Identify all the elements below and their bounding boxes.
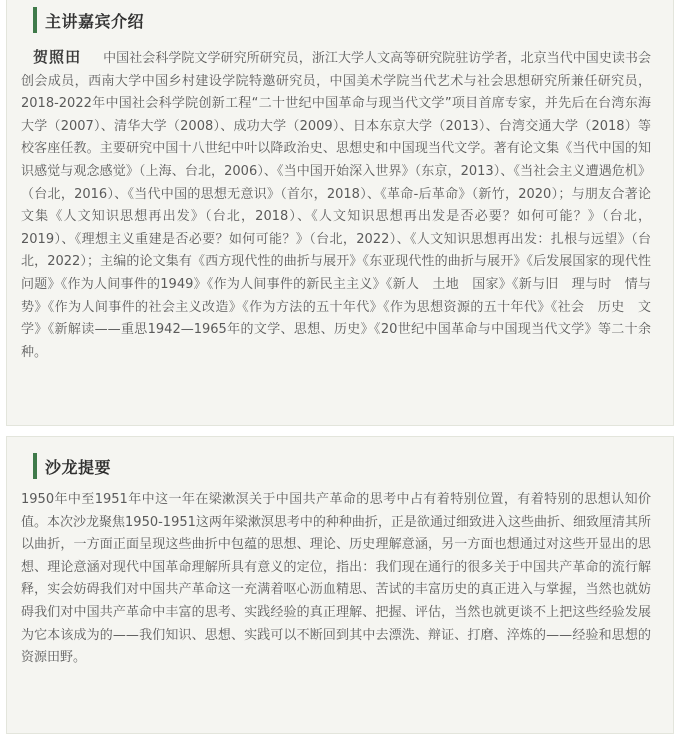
speaker-name: 贺照田 xyxy=(33,48,82,66)
salon-summary-text: 1950年中至1951年中这一年在梁漱溟关于中国共产革命的思考中占有着特别位置，有着特别的思想认知价值。本次沙龙聚焦1950-1951这两年梁漱溟思考中的种种曲折，正是欲通过细致进入这些曲折、细致厘清其所以曲折，一方面正面呈现这些曲折中包蕴的思想、理论、历史理解意涵，另一方面也想通过对这些开显出的思想、理论意涵对现代中国革命理解所具有意义的定位，指出：我们现在通行的很多关于中国共产革命的流行解释，实会妨碍我们对中国共产革命这一充满着呕心沥血精思、苦试的丰富历史的真正进入与掌握，当然也就妨碍我们对中国共产革命中丰富的思考、实践经验的真正理解、把握、评估，当然也就更谈不上把这些经验发展为它本该成为的——我们知识、思想、实践可以不断回到其中去漂洗、辩证、打磨、淬炼的——经验和思想的资源田野。 xyxy=(21,492,651,666)
accent-bar xyxy=(33,7,37,33)
salon-summary-heading xyxy=(33,452,111,480)
salon-summary-title: 沙龙提要 xyxy=(45,457,112,477)
accent-bar xyxy=(33,453,37,479)
speaker-intro-card xyxy=(6,0,674,426)
salon-summary-card xyxy=(6,436,674,734)
speaker-intro-heading xyxy=(33,6,144,34)
speaker-bio: 中国社会科学院文学研究所研究员，浙江大学人文高等研究院驻访学者，北京当代中国史读书会创会成员，西南大学中国乡村建设学院特邀研究员，中国美术学院当代艺术与社会思想研究所兼任研究员，2018-2022年中国社会科学院创新工程“二十世纪中国革命与现当代文学”项目首席专家，并先后在台湾东海大学（2007）、清华大学（2008）、成功大学（2009）、日本东京大学（2013）、台湾交通大学（2018）等校客座任教。主要研究中国十八世纪中叶以降政治史、思想史和中国现当代文学。著有论文集《当代中国的知识感觉与观念感觉》（上海、台北，2006）、《当中国开始深入世界》（东京，2013）、《当社会主义遭遇危机》（台北，2016）、《当代中国的思想无意识》（首尔，2018）、《革命-后革命》（新竹，2020）；与朋友合著论文集《人文知识思想再出发》（台北，2018）、《人文知识思想再出发是否必要？如何可能？》（台北，2019）、《理想主义重建是否必要？如何可能？》（台北，2022）、《人文知识思想再出发：扎根与远望》（台北，2022）；主编的论文集有《西方现代性的曲折与展开》《东亚现代性的曲折与展开》《后发展国家的现代性问题》《作为人间事件的1949》《作为人间事件的新民主主义》《新人 土地 国家》《新与旧 理与时 情与势》《作为人间事件的社会主义改造》《作为方法的五十年代》《作为思想资源的五十年代》《社会 历史 文学》《新解读——重思1942—1965年的文学、思想、历史》《20世纪中国革命与中国现当代文学》等二十余种。 xyxy=(21,51,651,360)
speaker-bio-paragraph xyxy=(21,46,651,364)
speaker-intro-title: 主讲嘉宾介绍 xyxy=(45,11,145,31)
